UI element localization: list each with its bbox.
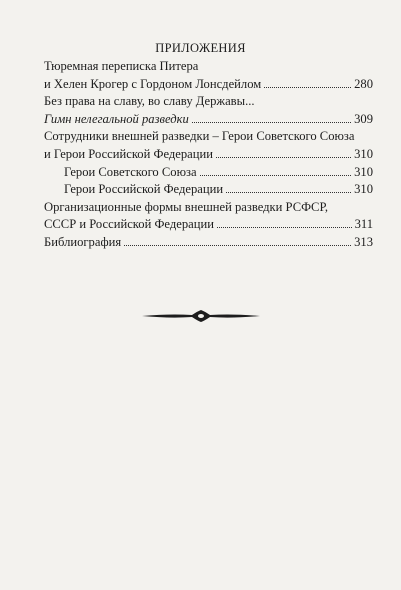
toc-page-number: 310 — [354, 146, 373, 161]
toc-page-number: 309 — [354, 111, 373, 126]
dot-leader — [200, 164, 352, 176]
toc-entry — [44, 234, 373, 252]
toc-entry — [44, 146, 373, 164]
toc-entry — [44, 181, 373, 199]
dot-leader — [192, 111, 351, 123]
section-heading: ПРИЛОЖЕНИЯ — [155, 41, 246, 55]
dot-leader — [226, 181, 351, 193]
toc-entry-text: СССР и Российской Федерации — [44, 217, 214, 232]
toc-entry — [44, 199, 373, 217]
decorative-divider-icon — [140, 309, 262, 323]
toc-entry — [44, 93, 373, 111]
toc-entry-text: Герои Российской Федерации — [64, 182, 224, 197]
toc-page-number: 311 — [354, 217, 373, 232]
dot-leader — [124, 234, 351, 246]
toc-entry-text: Тюремная переписка Питера — [44, 59, 199, 73]
toc-page-number: 280 — [354, 76, 373, 91]
toc-entry — [44, 216, 373, 234]
toc-entry-text: Без права на славу, во славу Державы... — [44, 94, 255, 109]
toc-page-number: 310 — [354, 182, 373, 197]
toc-page-number: 310 — [354, 164, 373, 179]
toc-entry — [44, 76, 373, 94]
toc-entry-text: Библиография — [44, 234, 122, 249]
toc-entry — [44, 58, 373, 76]
dot-leader — [264, 76, 351, 88]
toc-entry — [44, 164, 373, 182]
toc-entry — [44, 111, 373, 129]
toc-entry-text: и Хелен Крогер с Гордоном Лонсдейлом — [44, 76, 262, 91]
toc-entry-text: Герои Советского Союза — [64, 164, 197, 179]
toc-entry — [44, 128, 373, 146]
toc-entry-text: Сотрудники внешней разведки – Герои Советского Союза — [44, 129, 355, 144]
toc-entry-text: Организационные формы внешней разведки РСФСР, — [44, 199, 329, 214]
toc-page-number: 313 — [354, 234, 373, 249]
toc-entry-text: Гимн нелегальной разведки — [44, 111, 189, 126]
table-of-contents — [44, 58, 373, 252]
dot-leader — [216, 146, 351, 158]
dot-leader — [217, 216, 352, 228]
toc-entry-text: и Герои Российской Федерации — [44, 146, 213, 161]
